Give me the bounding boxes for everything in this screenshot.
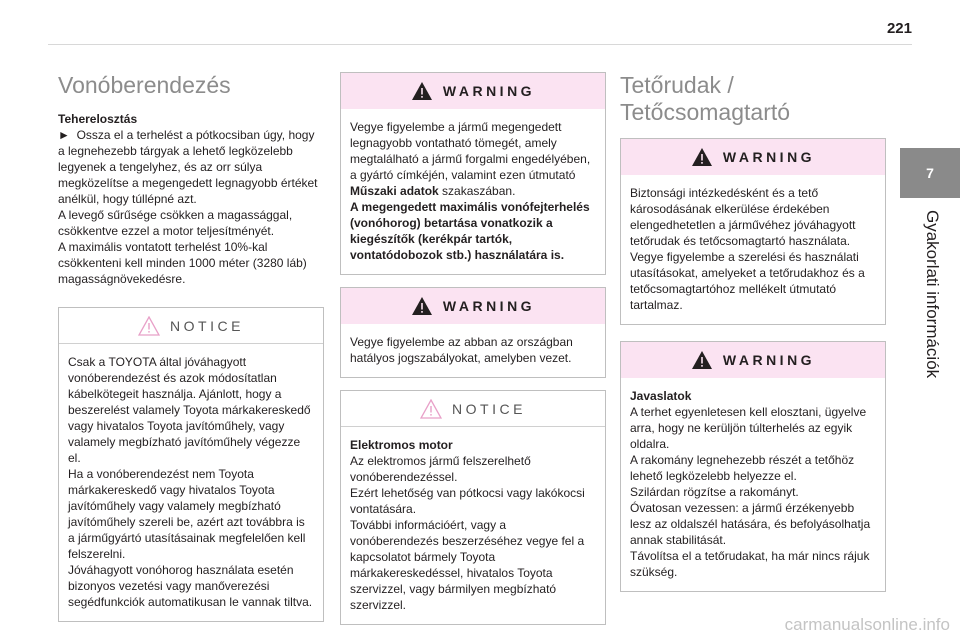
paragraph: További információért, vagy a vonóberendezés beszerzéséhez vegye fel a kapcsolatot bármely Toyota márkakereskedéssel, hivatalos Toyota szervizzel, vagy bármilyen megbízható szervizzel.: [350, 518, 585, 612]
notice-box-electric-motor: [340, 390, 606, 625]
warning-header: [341, 288, 605, 324]
bullet-icon: ►: [58, 128, 70, 142]
paragraph: Távolítsa el a tetőrudakat, ha már nincs rájuk szükség.: [630, 549, 870, 579]
paragraph: Szilárdan rögzítse a rakományt.: [630, 485, 799, 499]
warning-subhead: Javaslatok: [630, 389, 692, 403]
column-warnings: [340, 72, 606, 625]
section-title-towing: Vonóberendezés: [58, 72, 231, 98]
warning-triangle-icon: [691, 147, 713, 167]
notice-box-towbar: [58, 307, 324, 622]
warning-body: [621, 378, 885, 591]
warning-header: [621, 139, 885, 175]
warning-body: Vegye figyelembe az abban az országban hatályos jogszabályokat, amelyben vezet.: [350, 335, 573, 365]
warning-label: WARNING: [442, 83, 536, 99]
page-number: 221: [886, 20, 912, 37]
load-distribution-text: [58, 127, 324, 287]
warning-triangle-icon: [691, 350, 713, 370]
paragraph: A megengedett maximális vonófejterhelés (vonóhorog) betartása vonatkozik a kiegészítők (kerékpár tartók, vontatódobozok stb.) használatára is.: [350, 200, 590, 262]
notice-subhead: Elektromos motor: [350, 438, 453, 452]
notice-triangle-icon: [420, 399, 442, 419]
paragraph: Biztonsági intézkedésként és a tető károsodásának elkerülése érdekében elengedhetetlen a járművéhez jóváhagyott tetőrudak és tetőcsomagtartó használata.: [630, 186, 856, 248]
top-divider: [48, 44, 912, 45]
paragraph: Ha a vonóberendezést nem Toyota márkakereskedő vagy hivatalos Toyota javítóműhely vagy valamely megbízható javítóműhely szereli be, azért azt továbbra is a járműgyártó utasításainak megfelelően kell felszerelni.: [68, 467, 306, 561]
section-title-roof-bars: Tetőrudak / Tetőcsomagtartó: [620, 72, 791, 125]
paragraph: Óvatosan vezessen: a jármű érzékenyebb lesz az oldalszél hatására, és befolyásolhatja annak stabilitását.: [630, 501, 871, 547]
paragraph: Vegye figyelembe a jármű megengedett legnagyobb vontatható tömegét, amely megtalálható a jármű forgalmi engedélyében, a gyártó címkéjén, valamint ezen útmutató Műszaki adatok szakaszában.: [350, 120, 591, 198]
chapter-tab[interactable]: 7: [900, 148, 960, 198]
column-towing: [58, 72, 324, 622]
warning-box-roof-bars: [620, 138, 886, 325]
warning-triangle-icon: [411, 81, 433, 101]
warning-label: WARNING: [722, 352, 816, 368]
warning-box-towing-mass: [340, 72, 606, 275]
paragraph: Az elektromos jármű felszerelhető vonóberendezéssel.: [350, 454, 531, 484]
paragraph: A maximális vontatott terhelést 10%-kal csökkenteni kell minden 1000 méter (3280 láb) magasságnövekedésre.: [58, 240, 307, 286]
warning-body: [621, 175, 885, 324]
paragraph: Ezért lehetőség van pótkocsi vagy lakókocsi vontatására.: [350, 486, 585, 516]
paragraph: A rakomány legnehezebb részét a tetőhöz lehető legközelebb helyezze el.: [630, 453, 855, 483]
warning-box-recommendations: [620, 341, 886, 592]
column-roof-bars: [620, 72, 886, 592]
notice-label: NOTICE: [452, 400, 526, 417]
warning-box-legislation: [340, 287, 606, 378]
paragraph: A levegő sűrűsége csökken a magassággal, csökkentve ezzel a motor teljesítményét.: [58, 208, 293, 238]
paragraph: ► Ossza el a terhelést a pótkocsiban úgy, hogy a legnehezebb tárgyak a lehető legközelebb legyenek a tengelyhez, és az orr súlya megközelítse a megengedett legnagyobb értéket anélkül, hogy túllépné azt.: [58, 128, 318, 206]
notice-body: [59, 344, 323, 621]
notice-header: [341, 391, 605, 427]
paragraph: A terhet egyenletesen kell elosztani, ügyelve arra, hogy ne kerüljön túlterhelés az egyik oldalra.: [630, 405, 867, 451]
warning-label: WARNING: [722, 149, 816, 165]
warning-body: [341, 109, 605, 274]
paragraph: Vegye figyelembe a szerelési és használati utasításokat, amelyeket a tetőrudakhoz és a tetőcsomagtartóhoz mellékelt útmutató tartalmaz.: [630, 250, 865, 312]
watermark: carmanualsonline.info: [784, 615, 950, 634]
warning-triangle-icon: [411, 296, 433, 316]
warning-label: WARNING: [442, 298, 536, 314]
notice-triangle-icon: [138, 316, 160, 336]
chapter-title: Gyakorlati információk: [923, 210, 942, 379]
paragraph: Jóváhagyott vonóhorog használata esetén bizonyos vezetési vagy manőverezési segédfunkciók automatikusan le vannak tiltva.: [68, 563, 313, 609]
notice-label: NOTICE: [170, 317, 244, 334]
warning-header: [621, 342, 885, 378]
notice-body: [341, 427, 605, 624]
notice-header: [59, 308, 323, 344]
warning-header: [341, 73, 605, 109]
load-distribution-heading: Teherelosztás: [58, 112, 138, 126]
paragraph: Csak a TOYOTA által jóváhagyott vonóberendezést és azok módosítatlan kábelkötegeit használja. Ajánlott, hogy a beszerelést valamely Toyota márkakereskedő vagy hivatalos Toyota javítóműhely, vagy valamely megbízható javítóműhely végezze el.: [68, 355, 311, 465]
